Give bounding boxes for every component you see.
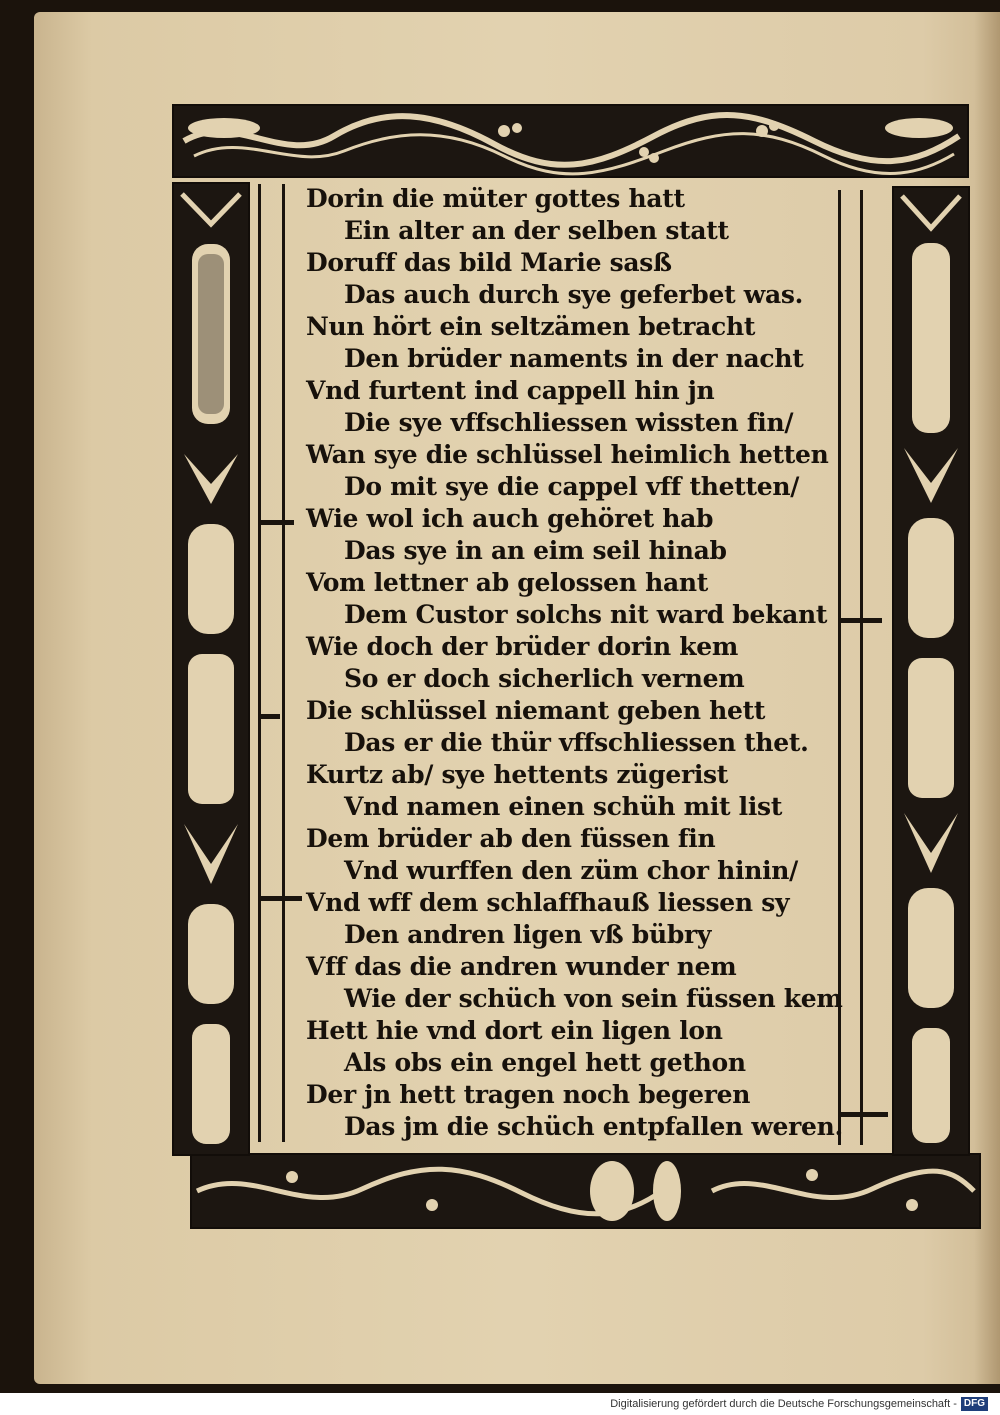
verse-line: Dorin die müter gottes hatt: [306, 184, 685, 213]
verse-line: Den brüder naments in der nacht: [344, 344, 804, 373]
verse-line: Den andren ligen vß bübry: [344, 920, 712, 949]
right-woodcut-pillar: [892, 186, 970, 1156]
verse-line: Das auch durch sye geferbet was.: [344, 280, 804, 309]
verse-line: Kurtz ab/ sye hettents zügerist: [306, 760, 729, 789]
verse-line: Das jm die schüch entpfallen weren.: [344, 1112, 843, 1141]
verse-line: Vff das die andren wunder nem: [306, 952, 737, 981]
digitization-footer: [610, 1396, 988, 1412]
verse-line: Dem brüder ab den füssen fin: [306, 824, 716, 853]
verse-line: Wie wol ich auch gehöret hab: [306, 504, 714, 533]
verse-line: Vnd namen einen schüh mit list: [344, 792, 783, 821]
verse-line: So er doch sicherlich vernem: [344, 664, 745, 693]
verse-line: Vnd wurffen den züm chor hinin/: [344, 856, 799, 885]
verse-line: Die schlüssel niemant geben hett: [306, 696, 766, 725]
verse-line: Wan sye die schlüssel heimlich hetten: [306, 440, 829, 469]
bottom-woodcut-border: [190, 1153, 981, 1229]
verse-block: [306, 184, 846, 1144]
verse-line: Vnd wff dem schlaffhauß liessen sy: [306, 888, 790, 917]
left-rule-outer: [258, 184, 261, 1142]
verse-line: Wie doch der brüder dorin kem: [306, 632, 739, 661]
left-rule-inner: [282, 184, 285, 1142]
verse-line: Das er die thür vffschliessen thet.: [344, 728, 809, 757]
footer-credit: Digitalisierung gefördert durch die Deutsche Forschungsgemeinschaft -: [610, 1398, 957, 1410]
left-woodcut-pillar: [172, 182, 250, 1156]
dfg-logo: DFG: [961, 1397, 988, 1411]
verse-line: Als obs ein engel hett gethon: [344, 1048, 746, 1077]
verse-line: Dem Custor solchs nit ward bekant: [344, 600, 828, 629]
margin-pointer: [258, 896, 302, 901]
verse-line: Hett hie vnd dort ein ligen lon: [306, 1016, 723, 1045]
verse-line: Vnd furtent ind cappell hin jn: [306, 376, 715, 405]
verse-line: Das sye in an eim seil hinab: [344, 536, 727, 565]
verse-line: Doruff das bild Marie sasß: [306, 248, 672, 277]
verse-line: Wie der schüch von sein füssen kem: [344, 984, 843, 1013]
verse-line: Do mit sye die cappel vff thetten/: [344, 472, 800, 501]
verse-line: Ein alter an der selben statt: [344, 216, 729, 245]
verse-line: Nun hört ein seltzämen betracht: [306, 312, 756, 341]
verse-line: Der jn hett tragen noch begeren: [306, 1080, 751, 1109]
verse-line: Vom lettner ab gelossen hant: [306, 568, 708, 597]
verse-line: Die sye vffschliessen wissten fin/: [344, 408, 794, 437]
top-woodcut-border: [172, 104, 969, 178]
margin-tick: [258, 714, 280, 719]
margin-pointer: [258, 520, 294, 525]
right-rule-outer: [860, 190, 863, 1145]
